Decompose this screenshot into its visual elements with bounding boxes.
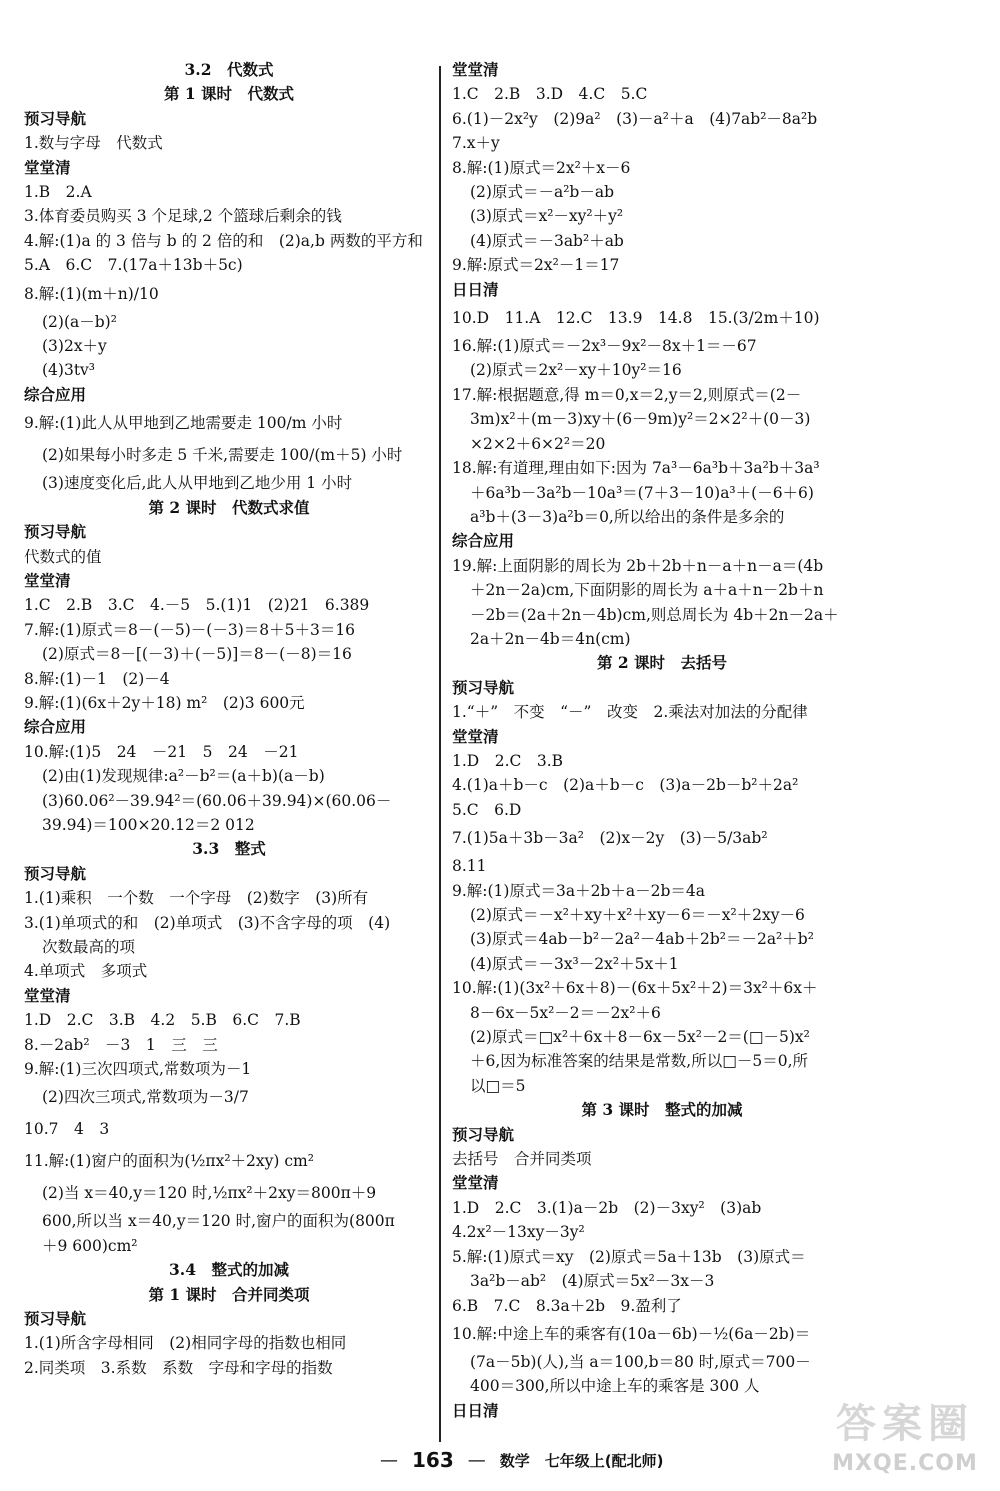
right-column-line: 1.C 2.B 3.D 4.C 5.C — [452, 85, 648, 104]
right-column-line: 4.(1)a＋b－c (2)a＋b－c (3)a－2b－b²＋2a² — [452, 776, 799, 795]
left-column-line: 次数最高的项 — [42, 938, 136, 956]
left-column-line: (2)如果每小时多走 5 千米,需要走 100/(m＋5) 小时 — [42, 446, 403, 465]
left-column-line: 预习导航 — [24, 1309, 87, 1329]
right-column-line: 去括号 合并同类项 — [452, 1150, 592, 1169]
right-column-line: －2b＝(2a＋2n－4b)cm,则总周长为 4b＋2n－2a＋ — [470, 605, 839, 624]
left-column-line: 11.解:(1)窗户的面积为(½πx²＋2xy) cm² — [24, 1152, 314, 1171]
left-column-line: 1.数与字母 代数式 — [24, 134, 163, 153]
right-column-line: 18.解:有道理,理由如下:因为 7a³－6a³b＋3a²b＋3a³ — [452, 459, 820, 478]
right-column-line: (3)原式＝4ab－b²－2a²－4ab＋2b²＝－2a²＋b² — [470, 930, 814, 949]
left-column-line: 7.解:(1)原式＝8－(－5)－(－3)＝8＋5＋3＝16 — [24, 620, 356, 639]
right-column-line: 17.解:根据题意,得 m＝0,x＝2,y＝2,则原式＝(2－ — [452, 385, 802, 404]
right-column-line: 第 3 课时 整式的加减 — [581, 1100, 743, 1120]
right-column-line: 堂堂清 — [452, 1173, 499, 1193]
right-column-line: (4)原式＝－3x³－2x²＋5x＋1 — [470, 954, 679, 973]
left-column-line: (3)速度变化后,此人从甲地到乙地少用 1 小时 — [42, 474, 353, 493]
left-column-line: 第 1 课时 代数式 — [163, 84, 295, 104]
right-column-line: (2)原式＝□x²＋6x＋8－6x－5x²－2＝(□－5)x² — [470, 1028, 810, 1047]
column-divider — [439, 66, 441, 1442]
subject-label: 数学 七年级上(配北师) — [499, 1451, 664, 1470]
left-column-line: 代数式的值 — [24, 547, 102, 566]
left-column-line: 10.解:(1)5 24 －21 5 24 －21 — [24, 742, 299, 761]
right-column-line: 10.解:(1)(3x²＋6x＋8)－(6x＋5x²＋2)＝3x²＋6x＋ — [452, 979, 818, 998]
left-column-line: 1.(1)乘积 一个数 一个字母 (2)数字 (3)所有 — [24, 889, 369, 908]
watermark — [816, 1397, 994, 1487]
left-column-line: 综合应用 — [24, 384, 87, 404]
left-column-line: 8.解:(1)－1 (2)－4 — [24, 669, 170, 688]
left-column-line: 9.解:(1)此人从甲地到乙地需要走 100/m 小时 — [24, 414, 343, 433]
left-column-line: 3.4 整式的加减 — [169, 1260, 289, 1280]
right-column-line: (2)原式＝－x²＋xy＋x²＋xy－6＝－x²＋2xy－6 — [470, 906, 805, 924]
left-column-line: 3.3 整式 — [192, 839, 266, 859]
right-column-line: 以□＝5 — [470, 1076, 526, 1095]
left-column-line: 预习导航 — [24, 863, 87, 883]
right-column-line: 4.2x²－13xy－3y² — [452, 1223, 585, 1242]
left-column-line: 8.－2ab² －3 1 三 三 — [24, 1035, 218, 1054]
right-column-line: 9.解:(1)原式＝3a＋2b＋a－2b＝4a — [452, 881, 705, 900]
right-column-line: 6.(1)－2x²y (2)9a² (3)－a²＋a (4)7ab²－8a²b — [452, 109, 818, 128]
right-column-line: 日日清 — [452, 279, 499, 299]
right-column-line: 10.解:中途上车的乘客有(10a－6b)－½(6a－2b)＝ — [452, 1324, 811, 1343]
left-column-line: 10.7 4 3 — [24, 1120, 110, 1139]
right-column-line: 5.C 6.D — [452, 800, 522, 819]
right-column-line: (7a－5b)(人),当 a＝100,b＝80 时,原式＝700－ — [470, 1352, 811, 1371]
left-column-line: 综合应用 — [24, 717, 87, 737]
right-column-line: (2)原式＝2x²－xy＋10y²＝16 — [470, 361, 682, 380]
right-column-line: 16.解:(1)原式＝－2x³－9x²－8x＋1＝－67 — [452, 337, 757, 356]
right-column-line: 1.“＋” 不变 “－” 改变 2.乘法对加法的分配律 — [452, 703, 808, 722]
left-column-line: 第 2 课时 代数式求值 — [148, 497, 310, 517]
left-column-line: 4.解:(1)a 的 3 倍与 b 的 2 倍的和 (2)a,b 两数的平方和 — [24, 231, 423, 250]
right-column-line: 9.解:原式＝2x²－1＝17 — [452, 256, 620, 275]
left-column — [24, 58, 434, 1438]
left-column-line: 堂堂清 — [24, 570, 71, 590]
left-column-line: 4.单项式 多项式 — [24, 962, 148, 981]
left-column-line: 第 1 课时 合并同类项 — [148, 1284, 310, 1304]
left-column-line: 堂堂清 — [24, 157, 71, 177]
right-column-line: 预习导航 — [452, 677, 515, 697]
left-column-line: (2)当 x＝40,y＝120 时,½πx²＋2xy＝800π＋9 — [42, 1184, 377, 1203]
right-column-line: 7.x＋y — [452, 134, 500, 153]
right-column-line: 3m)x²＋(m－3)xy＋(6－9m)y²＝2×2²＋(0－3) — [470, 410, 811, 429]
right-column-line: a³b＋(3－3)a²b＝0,所以给出的条件是多余的 — [470, 507, 785, 526]
right-column-line: 10.D 11.A 12.C 13.9 14.8 15.(3/2m＋10) — [452, 309, 820, 328]
right-column-line: 预习导航 — [452, 1124, 515, 1144]
left-column-line: 1.(1)所含字母相同 (2)相同字母的指数也相同 — [24, 1334, 347, 1353]
left-column-line: (2)由(1)发现规律:a²－b²＝(a＋b)(a－b) — [42, 767, 325, 786]
left-column-line: 1.B 2.A — [24, 183, 92, 202]
footer-dash-right: — — [467, 1449, 486, 1471]
watermark-url: MXQE.COM — [832, 1451, 978, 1476]
left-column-line: 1.D 2.C 3.B 4.2 5.B 6.C 7.B — [24, 1011, 301, 1030]
left-column-line: (4)3tv³ — [42, 361, 96, 380]
left-column-line: (2)原式＝8－[(－3)＋(－5)]＝8－(－8)＝16 — [42, 645, 352, 664]
left-column-line: 600,所以当 x＝40,y＝120 时,窗户的面积为(800π — [42, 1212, 395, 1231]
right-column-line: 8.解:(1)原式＝2x²＋x－6 — [452, 158, 631, 177]
right-column-line: 400＝300,所以中途上车的乘客是 300 人 — [470, 1377, 760, 1396]
left-column-line: ＋9 600)cm² — [42, 1236, 138, 1255]
left-column-line: (3)60.06²－39.94²＝(60.06＋39.94)×(60.06－ — [42, 791, 392, 810]
right-column-line: 8－6x－5x²－2＝－2x²＋6 — [470, 1003, 661, 1022]
left-column-line: 2.同类项 3.系数 系数 字母和字母的指数 — [24, 1358, 333, 1377]
right-column-line: 1.D 2.C 3.B — [452, 751, 564, 770]
left-column-line: 5.A 6.C 7.(17a＋13b＋5c) — [24, 256, 243, 275]
watermark-logo: 答案圈 — [836, 1401, 974, 1447]
left-column-line: (2)(a－b)² — [42, 312, 117, 331]
left-column-line: (3)2x＋y — [42, 337, 107, 356]
right-column-line: 7.(1)5a＋3b－3a² (2)x－2y (3)－5/3ab² — [452, 829, 768, 848]
right-column-line: 2a＋2n－4b＝4n(cm) — [470, 629, 631, 648]
left-column-line: 预习导航 — [24, 522, 87, 542]
right-column-line: 综合应用 — [452, 531, 515, 551]
right-column-line: 日日清 — [452, 1400, 499, 1420]
right-column-line: 3a²b－ab² (4)原式＝5x²－3x－3 — [470, 1272, 715, 1291]
footer-dash-left: — — [380, 1449, 398, 1471]
left-column-line: 堂堂清 — [24, 985, 71, 1005]
left-column-line: 9.解:(1)三次四项式,常数项为－1 — [24, 1060, 252, 1079]
right-column-line: ＋6,因为标准答案的结果是常数,所以□－5＝0,所 — [470, 1052, 809, 1071]
left-column-line: 1.C 2.B 3.C 4.－5 5.(1)1 (2)21 6.389 — [24, 596, 370, 615]
right-column-line: ＋2n－2a)cm,下面阴影的周长为 a＋a＋n－2b＋n — [470, 581, 824, 600]
right-column — [452, 58, 872, 1438]
right-column-line: 堂堂清 — [452, 60, 499, 79]
right-column-line: (3)原式＝x²－xy²＋y² — [470, 207, 624, 226]
right-column-line: 6.B 7.C 8.3a＋2b 9.盈利了 — [452, 1296, 682, 1315]
left-column-line: (2)四次三项式,常数项为－3/7 — [42, 1088, 249, 1107]
right-column-line: (2)原式＝－a²b－ab — [470, 183, 614, 202]
right-column-line: 第 2 课时 去括号 — [596, 653, 728, 673]
right-column-line: 1.D 2.C 3.(1)a－2b (2)－3xy² (3)ab — [452, 1198, 762, 1217]
left-column-line: 3.体育委员购买 3 个足球,2 个篮球后剩余的钱 — [24, 207, 342, 226]
left-column-line: 预习导航 — [24, 108, 87, 128]
right-column-line: 堂堂清 — [452, 726, 499, 746]
right-column-line: 19.解:上面阴影的周长为 2b＋2b＋n－a＋n－a＝(4b — [452, 556, 824, 575]
page-footer — [380, 1442, 740, 1478]
left-column-line: 9.解:(1)(6x＋2y＋18) m² (2)3 600元 — [24, 693, 305, 712]
left-column-line: 39.94)＝100×20.12＝2 012 — [42, 815, 255, 834]
right-column-line: ×2×2＋6×2²＝20 — [470, 434, 606, 453]
left-column-line: 3.2 代数式 — [184, 60, 274, 79]
right-column-line: 8.11 — [452, 857, 487, 876]
right-column-line: 5.解:(1)原式＝xy (2)原式＝5a＋13b (3)原式＝ — [452, 1247, 806, 1266]
page-number: 163 — [412, 1448, 454, 1472]
left-column-line: 3.(1)单项式的和 (2)单项式 (3)不含字母的项 (4) — [24, 913, 391, 932]
left-column-line: 8.解:(1)(m＋n)/10 — [24, 284, 159, 303]
right-column-line: ＋6a³b－3a²b－10a³＝(7＋3－10)a³＋(－6＋6) — [470, 483, 814, 502]
right-column-line: (4)原式＝－3ab²＋ab — [470, 231, 624, 250]
